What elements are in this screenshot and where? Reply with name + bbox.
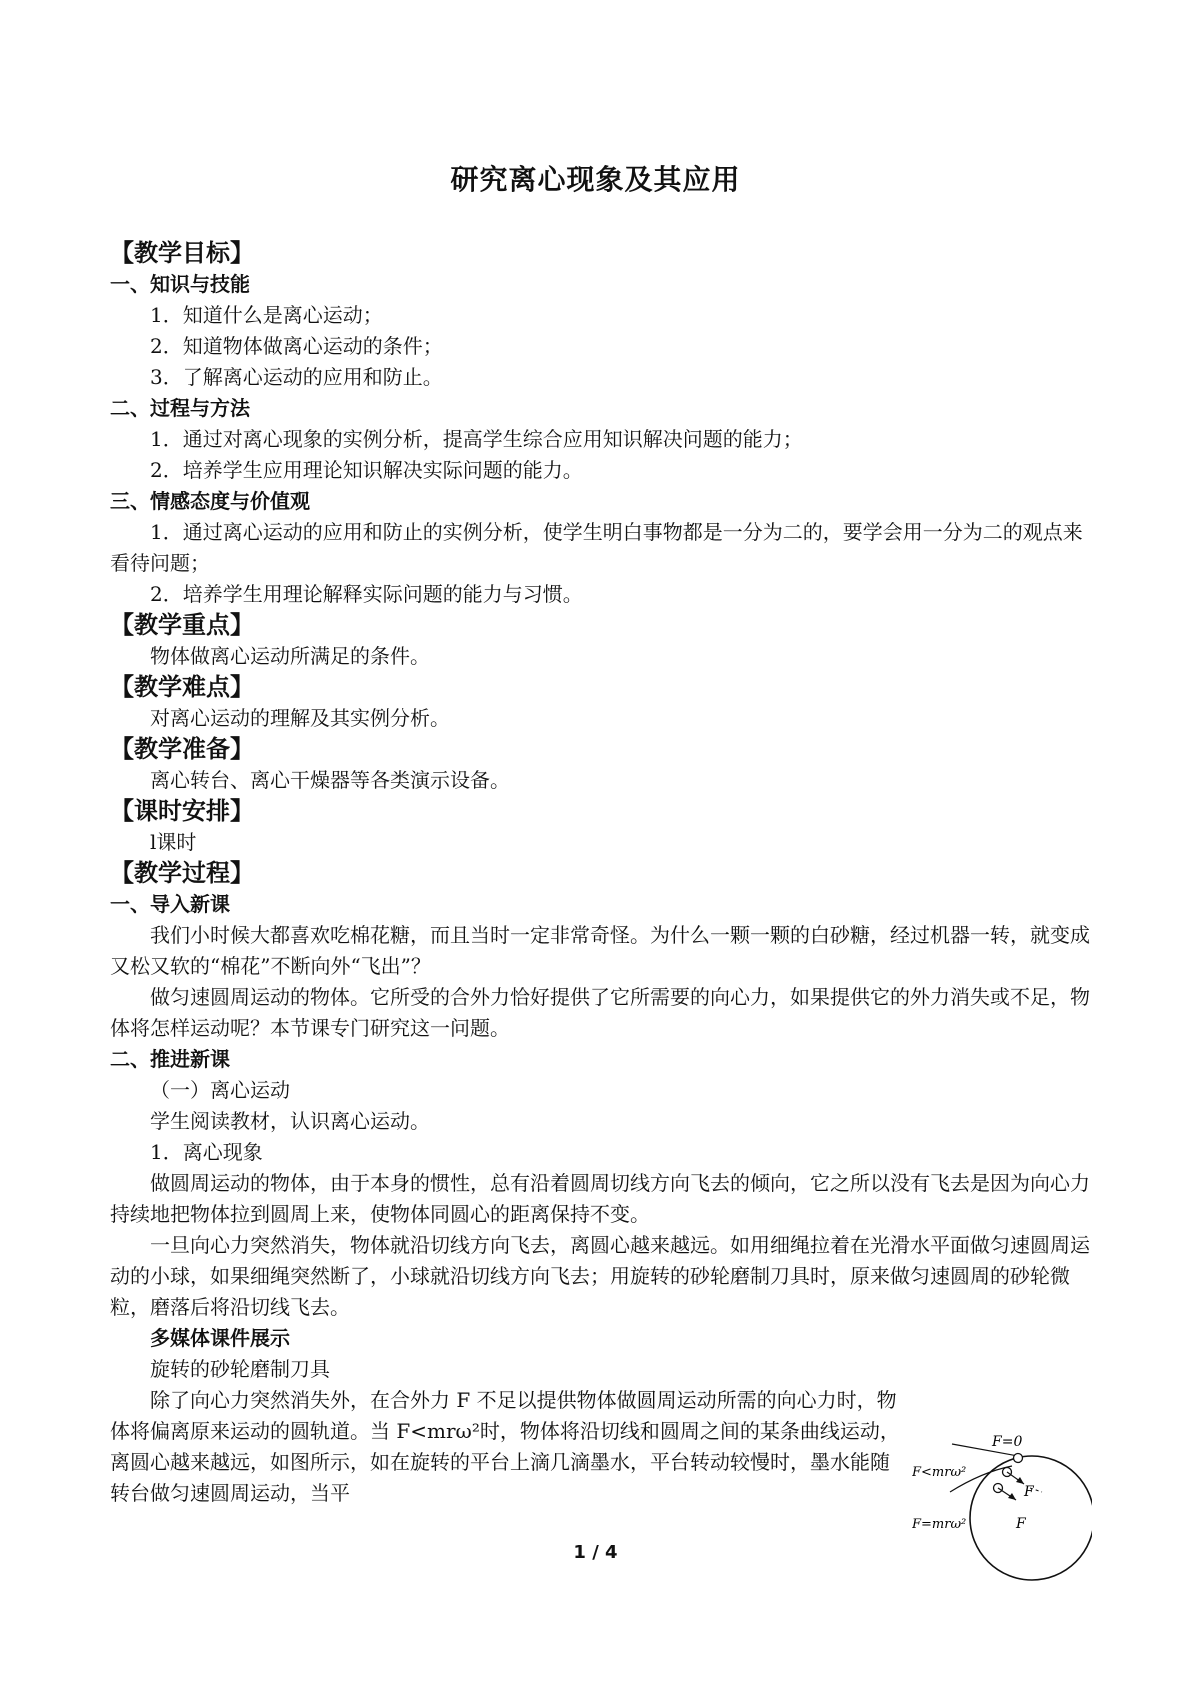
key-heading: 【教学重点】	[110, 611, 254, 639]
label-f: F	[1024, 1484, 1034, 1500]
prep-text: 离心转台、离心干燥器等各类演示设备。	[150, 768, 510, 792]
process-item: 2．培养学生应用理论知识解决实际问题的能力。	[150, 458, 583, 482]
difficult-text: 对离心运动的理解及其实例分析。	[150, 706, 450, 730]
teaching-process-heading: 【教学过程】	[110, 859, 254, 887]
paragraph: 旋转的砂轮磨制刀具	[150, 1357, 330, 1381]
document-body	[110, 238, 1090, 1509]
intro-paragraph: 我们小时候大都喜欢吃棉花糖，而且当时一定非常奇怪。为什么一颗一颗的白砂糖，经过机器一转，就变成又松又软的“棉花”不断向外“飞出”？	[110, 923, 1090, 978]
new-lesson-heading: 二、推进新课	[110, 1047, 230, 1071]
paragraph: 1．离心现象	[150, 1140, 263, 1164]
multimedia-label: 多媒体课件展示	[150, 1326, 290, 1350]
intro-paragraph: 做匀速圆周运动的物体。它所受的合外力恰好提供了它所需要的向心力，如果提供它的外力消失或不足，物体将怎样运动呢？本节课专门研究这一问题。	[110, 985, 1090, 1040]
objectives-heading: 【教学目标】	[110, 239, 254, 267]
label-f: F	[1016, 1516, 1026, 1532]
paragraph: 做圆周运动的物体，由于本身的惯性，总有沿着圆周切线方向飞去的倾向，它之所以没有飞去是因为向心力持续地把物体拉到圆周上来，使物体同圆心的距离保持不变。	[110, 1171, 1090, 1226]
emotion-heading: 三、情感态度与价值观	[110, 489, 310, 513]
label-f-zero: F=0	[992, 1434, 1023, 1450]
page-number: 1 / 4	[573, 1542, 618, 1563]
emotion-item: 2．培养学生用理论解释实际问题的能力与习惯。	[150, 582, 583, 606]
difficult-heading: 【教学难点】	[110, 673, 254, 701]
knowledge-item: 2．知道物体做离心运动的条件；	[150, 334, 443, 358]
knowledge-heading: 一、知识与技能	[110, 272, 250, 296]
emotion-item: 1．通过离心运动的应用和防止的实例分析，使学生明白事物都是一分为二的，要学会用一分为二的观点来看待问题；	[110, 520, 1083, 575]
intro-heading: 一、导入新课	[110, 892, 230, 916]
process-heading: 二、过程与方法	[110, 396, 250, 420]
schedule-text: l课时	[150, 830, 197, 854]
key-text: 物体做离心运动所满足的条件。	[150, 644, 430, 668]
label-f-less: F<mrω²	[912, 1465, 967, 1480]
paragraph: 学生阅读教材，认识离心运动。	[150, 1109, 430, 1133]
paragraph: 除了向心力突然消失外，在合外力 F 不足以提供物体做圆周运动所需的向心力时，物体将偏离原来运动的圆轨道。当 F<mrω²时，物体将沿切线和圆周之间的某条曲线运动，离圆心越来越远，如图所示，如在旋转的平台上滴几滴墨水，平台转动较慢时，墨水能随转台做匀速圆周运动，当平	[110, 1388, 900, 1505]
arrowhead-icon	[1008, 1493, 1016, 1500]
schedule-heading: 【课时安排】	[110, 797, 254, 825]
knowledge-item: 3．了解离心运动的应用和防止。	[150, 365, 443, 389]
label-f-equal: F=mrω²	[912, 1517, 967, 1532]
arrowhead-icon	[1016, 1477, 1024, 1484]
process-item: 1．通过对离心现象的实例分析，提高学生综合应用知识解决问题的能力；	[150, 427, 803, 451]
paragraph: 一旦向心力突然消失，物体就沿切线方向飞去，离圆心越来越远。如用细绳拉着在光滑水平面做匀速圆周运动的小球，如果细绳突然断了，小球就沿切线方向飞去；用旋转的砂轮磨制刀具时，原来做匀速圆周的砂轮微粒，磨落后将沿切线飞去。	[110, 1233, 1090, 1319]
ball-top	[1014, 1454, 1023, 1463]
prep-heading: 【教学准备】	[110, 735, 254, 763]
subsection-title: （一）离心运动	[150, 1078, 290, 1102]
knowledge-item: 1．知道什么是离心运动；	[150, 303, 383, 327]
page-title: 研究离心现象及其应用	[450, 163, 741, 196]
